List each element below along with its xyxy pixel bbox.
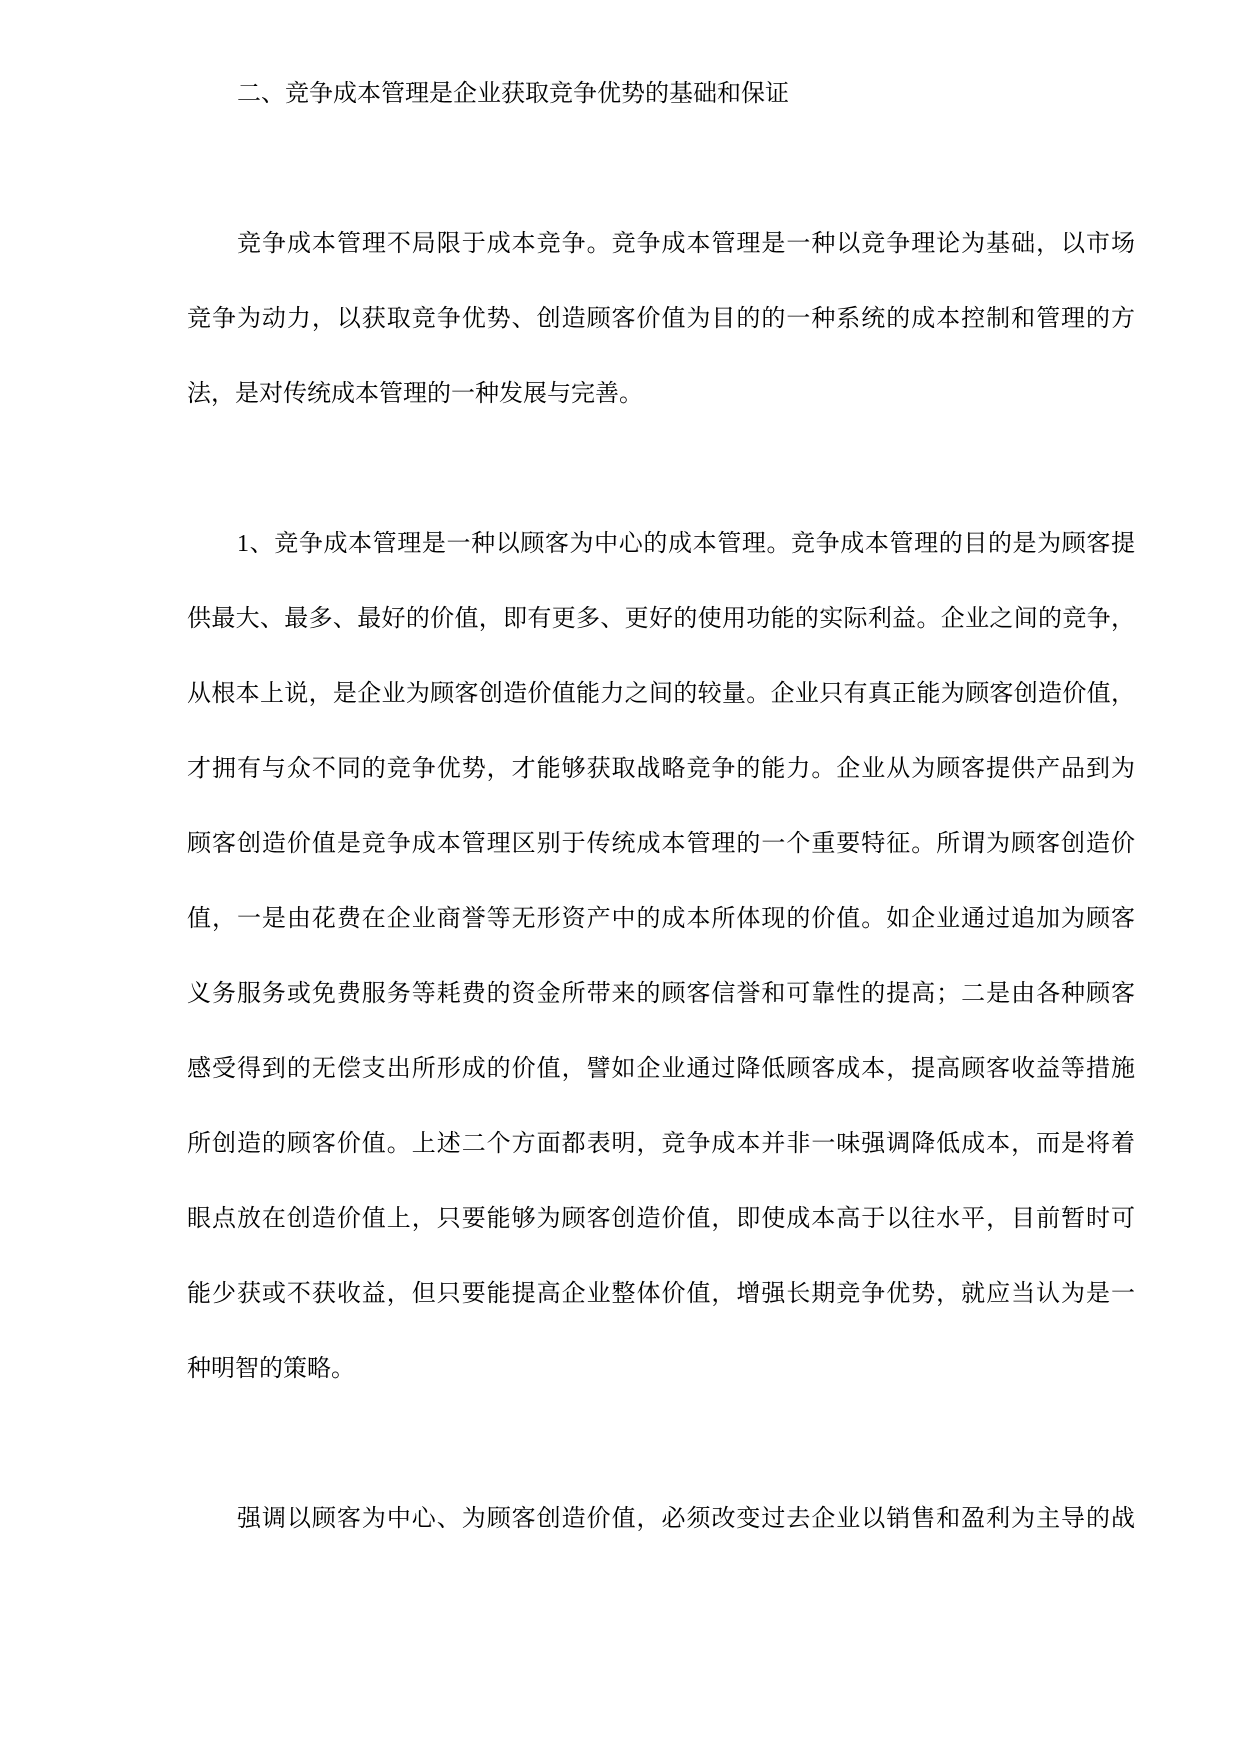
section-heading-block (187, 57, 1241, 132)
paragraph-intro (187, 207, 1241, 432)
paragraph-line: 从根本上说，是企业为顾客创造价值能力之间的较量。企业只有真正能为顾客创造价值， (187, 681, 1135, 707)
paragraph-line: 强调以顾客为中心、为顾客创造价值，必须改变过去企业以销售和盈利为主导的战 (237, 1506, 1135, 1532)
paragraph-strategy-change (187, 1482, 1241, 1557)
paragraph-line: 才拥有与众不同的竞争优势，才能够获取战略竞争的能力。企业从为顾客提供产品到为 (187, 756, 1135, 782)
paragraph-line: 所创造的顾客价值。上述二个方面都表明，竞争成本并非一味强调降低成本，而是将着 (187, 1131, 1135, 1157)
paragraph-line: 能少获或不获收益，但只要能提高企业整体价值，增强长期竞争优势，就应当认为是一 (187, 1281, 1135, 1307)
paragraph-line: 法，是对传统成本管理的一种发展与完善。 (187, 381, 643, 407)
paragraph-line: 顾客创造价值是竞争成本管理区别于传统成本管理的一个重要特征。所谓为顾客创造价 (187, 831, 1135, 857)
paragraph-line: 眼点放在创造价值上，只要能够为顾客创造价值，即使成本高于以往水平，目前暂时可 (187, 1206, 1135, 1232)
paragraph-line: 种明智的策略。 (187, 1356, 355, 1382)
paragraph-line: 义务服务或免费服务等耗费的资金所带来的顾客信誉和可靠性的提高；二是由各种顾客 (187, 981, 1135, 1007)
paragraph-line: 1、竞争成本管理是一种以顾客为中心的成本管理。竞争成本管理的目的是为顾客提 (237, 531, 1135, 557)
paragraph-line: 感受得到的无偿支出所形成的价值，譬如企业通过降低顾客成本，提高顾客收益等措施 (187, 1056, 1135, 1082)
paragraph-line: 竞争为动力，以获取竞争优势、创造顾客价值为目的的一种系统的成本控制和管理的方 (187, 306, 1135, 332)
paragraph-line: 竞争成本管理不局限于成本竞争。竞争成本管理是一种以竞争理论为基础，以市场 (237, 231, 1135, 257)
paragraph-line: 值，一是由花费在企业商誉等无形资产中的成本所体现的价值。如企业通过追加为顾客 (187, 906, 1135, 932)
paragraph-customer-centered (187, 507, 1241, 1407)
paragraph-line: 供最大、最多、最好的价值，即有更多、更好的使用功能的实际利益。企业之间的竞争， (187, 606, 1135, 632)
section-heading: 二、竞争成本管理是企业获取竞争优势的基础和保证 (237, 81, 789, 107)
